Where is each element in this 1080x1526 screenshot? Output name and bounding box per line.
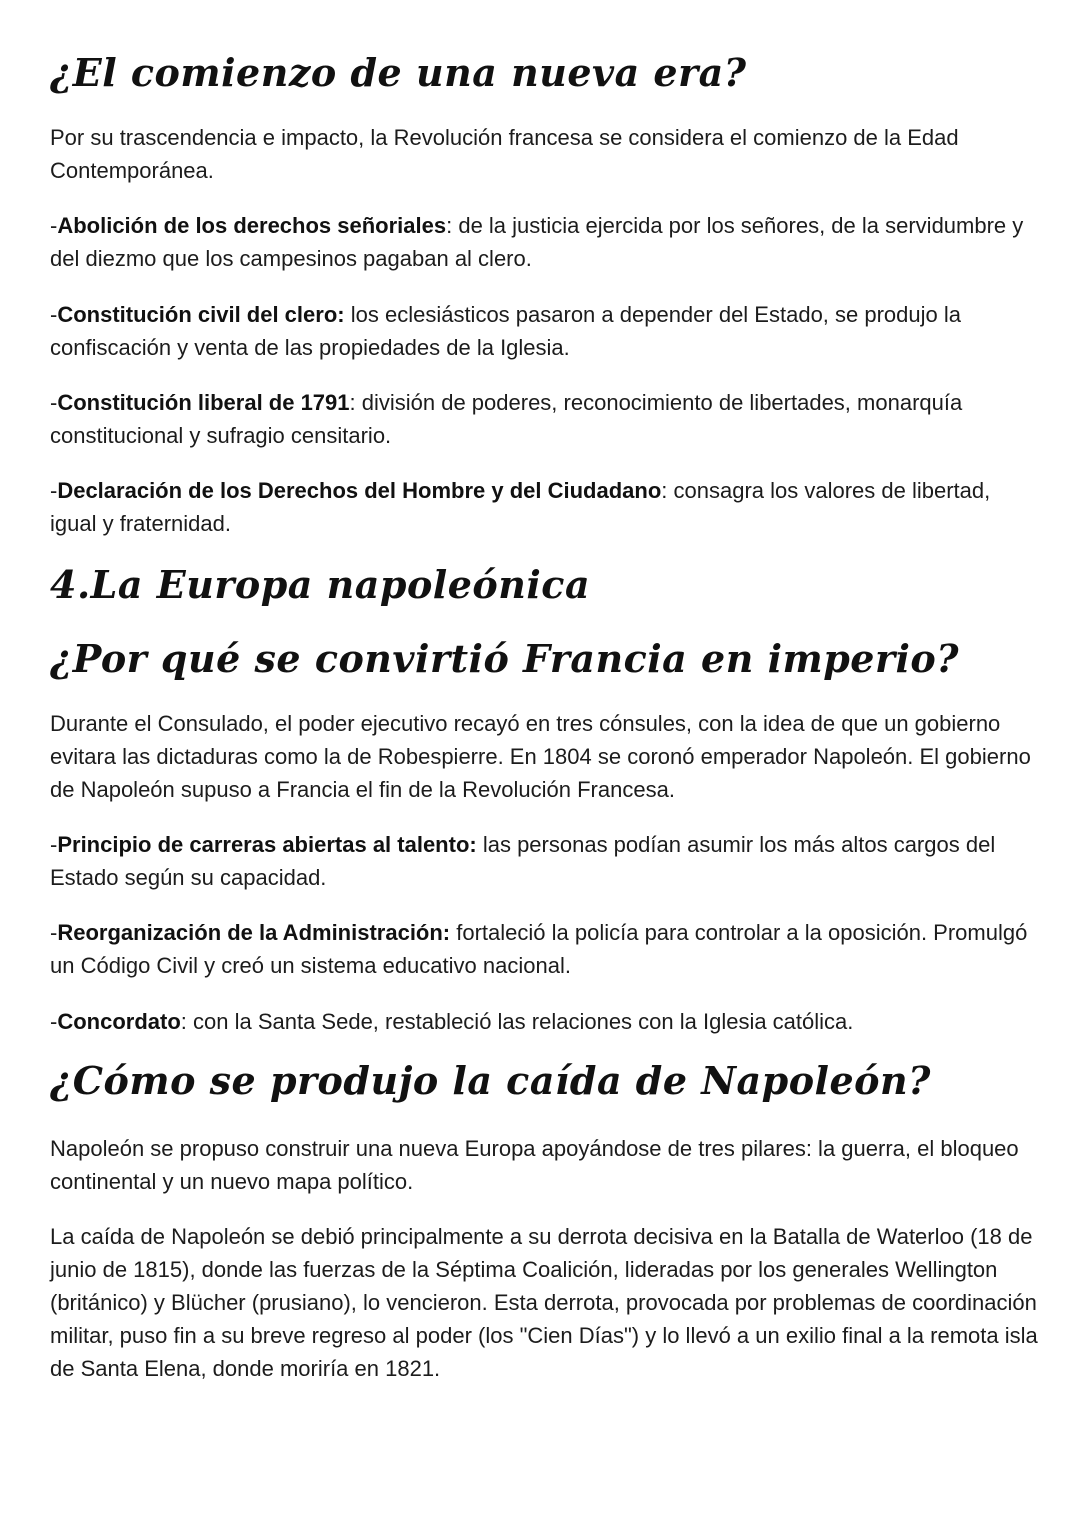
bullet-text: los eclesiásticos pasaron a depender del Estado, se produjo la confiscación y venta de las propiedades de la Iglesia. bbox=[50, 302, 961, 360]
bullet-carreras-abiertas: -Principio de carreras abiertas al talento: las personas podían asumir los más altos cargos del Estado según su capacidad. bbox=[50, 832, 996, 890]
bullet-reorganizacion: -Reorganización de la Administración: fortaleció la policía para controlar a la oposición. Promulgó un Código Civil y creó un sistema educativo nacional. bbox=[50, 920, 1028, 978]
paragraph-consulado: Durante el Consulado, el poder ejecutivo recayó en tres cónsules, con la idea de que un gobierno evitara las dictaduras como la de Robespierre. En 1804 se coronó emperador Napoleón. El gobierno de Napoleón supuso a Francia el fin de la Revolución Francesa. bbox=[50, 711, 1031, 802]
bullet-abolicion: -Abolición de los derechos señoriales: de la justicia ejercida por los señores, de la servidumbre y del diezmo que los campesinos pagaban al clero. bbox=[50, 213, 1024, 271]
bullet-text: : consagra los valores de libertad, igual y fraternidad. bbox=[50, 478, 991, 536]
bullet-term: Concordato bbox=[57, 1009, 181, 1034]
bullet-text: : división de poderes, reconocimiento de libertades, monarquía constitucional y sufragio censitario. bbox=[50, 390, 963, 448]
paragraph-caida-intro: Napoleón se propuso construir una nueva Europa apoyándose de tres pilares: la guerra, el bloqueo continental y un nuevo mapa político. bbox=[50, 1136, 1019, 1194]
bullet-term: Constitución liberal de 1791 bbox=[57, 390, 350, 415]
bullet-term: Abolición de los derechos señoriales bbox=[57, 213, 447, 238]
bullet-text: : de la justicia ejercida por los señores, de la servidumbre y del diezmo que los campesinos pagaban al clero. bbox=[50, 213, 1024, 271]
bullet-concordato: -Concordato: con la Santa Sede, restableció las relaciones con la Iglesia católica. bbox=[50, 1009, 854, 1034]
bullet-text: fortaleció la policía para controlar a la oposición. Promulgó un Código Civil y creó un sistema educativo nacional. bbox=[50, 920, 1028, 978]
heading-imperio: ¿Por qué se convirtió Francia en imperio? bbox=[50, 636, 960, 681]
bullet-declaracion: -Declaración de los Derechos del Hombre y del Ciudadano: consagra los valores de libertad, igual y fraternidad. bbox=[50, 478, 991, 536]
heading-caida-napoleon: ¿Cómo se produjo la caída de Napoleón? bbox=[50, 1058, 931, 1103]
bullet-term: Constitución civil del clero: bbox=[57, 302, 345, 327]
bullet-text: : con la Santa Sede, restableció las relaciones con la Iglesia católica. bbox=[180, 1009, 854, 1034]
bullet-text: las personas podían asumir los más altos cargos del Estado según su capacidad. bbox=[50, 832, 996, 890]
bullet-term: Principio de carreras abiertas al talento: bbox=[57, 832, 477, 857]
bullet-term: Reorganización de la Administración: bbox=[57, 920, 451, 945]
section-title-europa-napoleonica: 4.La Europa napoleónica bbox=[50, 562, 591, 607]
bullet-constitucion-1791: -Constitución liberal de 1791: división de poderes, reconocimiento de libertades, monarquía constitucional y sufragio censitario. bbox=[50, 390, 963, 448]
bullet-constitucion-clero: -Constitución civil del clero: los eclesiásticos pasaron a depender del Estado, se produjo la confiscación y venta de las propiedades de la Iglesia. bbox=[50, 302, 961, 360]
paragraph-waterloo: La caída de Napoleón se debió principalmente a su derrota decisiva en la Batalla de Waterloo (18 de junio de 1815), donde las fuerzas de la Séptima Coalición, lideradas por los generales Wellington (británico) y Blücher (prusiano), lo vencieron. Esta derrota, provocada por problemas de coordinación militar, puso fin a su breve regreso al poder (los "Cien Días") y lo llevó a un exilio final a la remota isla de Santa Elena, donde moriría en 1821. bbox=[50, 1224, 1038, 1381]
heading-nueva-era: ¿El comienzo de una nueva era? bbox=[50, 50, 747, 95]
paragraph-era-intro: Por su trascendencia e impacto, la Revolución francesa se considera el comienzo de la Edad Contemporánea. bbox=[50, 125, 959, 183]
bullet-term: Declaración de los Derechos del Hombre y del Ciudadano bbox=[57, 478, 662, 503]
